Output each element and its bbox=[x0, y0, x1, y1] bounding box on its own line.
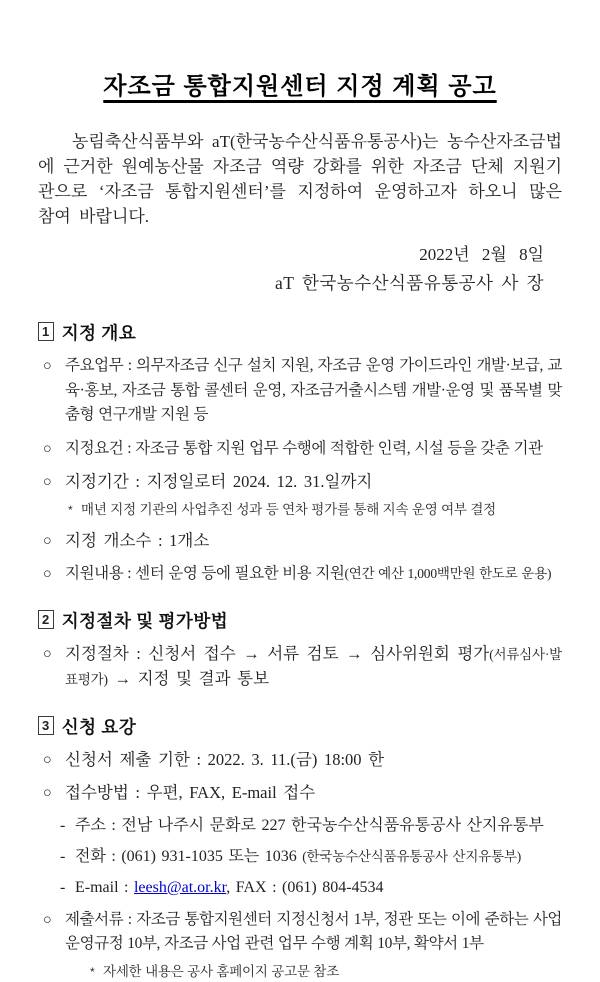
section-title: 지정절차 및 평가방법 bbox=[61, 610, 229, 631]
bullet-text: 지정요건 : 자조금 통합 지원 업무 수행에 적합한 인력, 시설 등을 갖춘 기관 bbox=[65, 439, 543, 457]
dash-item-address bbox=[38, 814, 562, 837]
document-title: 자조금 통합지원센터 지정 계획 공고 bbox=[103, 73, 497, 100]
section-number-box: 1 bbox=[38, 322, 54, 341]
circle-bullet-icon: ○ bbox=[43, 440, 52, 457]
bullet-requirements bbox=[38, 437, 562, 462]
note-text: 자세한 내용은 공사 홈페이지 공고문 참조 bbox=[103, 963, 340, 979]
bullet-text: 신청서 제출 기한 : 2022. 3. 11.(금) 18:00 한 bbox=[65, 749, 385, 769]
bullet-count bbox=[38, 529, 562, 554]
circle-bullet-icon: ○ bbox=[43, 474, 52, 490]
section-heading bbox=[38, 320, 562, 345]
bullet-text: 주요업무 : 의무자조금 신구 설치 지원, 자조금 운영 가이드라인 개발·보급, 교육·홍보, 자조금 통합 콜센터 운영, 자조금거출시스템 개발·운영 및 품목별 맞춤형 연구개발 지원 등 bbox=[65, 357, 562, 423]
section-title: 지정 개요 bbox=[61, 323, 137, 343]
signature-line: aT 한국농수산식품유통공사 사 장 bbox=[274, 273, 544, 293]
note-text: 매년 지정 기관의 사업추진 성과 등 연차 평가를 통해 지속 운영 여부 결정 bbox=[81, 501, 496, 517]
bullet-main-tasks bbox=[38, 354, 562, 428]
note-see-website bbox=[38, 962, 562, 982]
circle-bullet-icon: ○ bbox=[43, 751, 52, 768]
bullet-text bbox=[65, 562, 562, 587]
bullet-procedure bbox=[38, 642, 562, 693]
bullet-period bbox=[38, 470, 562, 495]
dash-text-main: E-mail : bbox=[75, 878, 134, 896]
circle-bullet-icon: ○ bbox=[43, 566, 52, 582]
dash-text-small: (한국농수산식품유통공사 산지유통부) bbox=[302, 848, 521, 864]
bullet-text: 접수방법 : 우편, FAX, E-mail 접수 bbox=[65, 783, 316, 802]
section-number-box: 2 bbox=[38, 610, 54, 629]
section-title: 신청 요강 bbox=[61, 716, 137, 737]
section-heading bbox=[38, 608, 562, 633]
dash-icon: - bbox=[60, 847, 66, 865]
date-signature-block bbox=[38, 242, 562, 299]
bullet-submission-method bbox=[38, 781, 562, 806]
bullet-text bbox=[65, 642, 562, 693]
intro-paragraph: 농림축산식품부와 aT(한국농수산식품유통공사)는 농수산자조금법에 근거한 원예농산물 자조금 역량 강화를 위한 자조금 단체 지원기관으로 ‘자조금 통합지원센터’를 지정하여 운영하고자 하오니 많은 참여 바랍니다. bbox=[38, 132, 562, 226]
circle-bullet-icon: ○ bbox=[43, 911, 52, 928]
bullet-deadline bbox=[38, 748, 562, 773]
asterisk-icon: * bbox=[90, 964, 95, 979]
circle-bullet-icon: ○ bbox=[43, 358, 52, 374]
bullet-text-small: (서류심사·발표평가) bbox=[65, 646, 562, 687]
note-annual-evaluation bbox=[38, 500, 562, 520]
bullet-support bbox=[38, 562, 562, 587]
circle-bullet-icon: ○ bbox=[43, 532, 52, 549]
bullet-text-main: 지원내용 : 센터 운영 등에 필요한 비용 지원 bbox=[65, 565, 345, 582]
circle-bullet-icon: ○ bbox=[43, 645, 52, 662]
dash-text-post: , FAX : (061) 804-4534 bbox=[226, 878, 384, 896]
bullet-text-post: → 지정 및 결과 통보 bbox=[107, 669, 270, 688]
bullet-text: 지정기간 : 지정일로터 2024. 12. 31.일까지 bbox=[65, 472, 373, 491]
asterisk-icon: * bbox=[68, 502, 73, 517]
email-link[interactable]: leesh@at.or.kr bbox=[133, 878, 227, 896]
dash-text-main: 전화 : (061) 931-1035 또는 1036 bbox=[75, 847, 303, 865]
section-number-box: 3 bbox=[38, 716, 54, 735]
circle-bullet-icon: ○ bbox=[43, 785, 52, 801]
section-heading bbox=[38, 714, 562, 739]
bullet-text-small: (연간 예산 1,000백만원 한도로 운용) bbox=[344, 566, 552, 581]
dash-text bbox=[75, 876, 562, 899]
bullet-text: 제출서류 : 자조금 통합지원센터 지정신청서 1부, 정관 또는 이에 준하는 사업운영규정 10부, 자조금 사업 관련 업무 수행 계획 10부, 확약서 1부 bbox=[65, 910, 562, 952]
section-procedure-evaluation bbox=[38, 608, 562, 693]
section-designation-overview bbox=[38, 320, 562, 587]
dash-icon: - bbox=[60, 816, 66, 834]
dash-item-email bbox=[38, 876, 562, 899]
bullet-text-main: 지정절차 : 신청서 접수 → 서류 검토 → 심사위원회 평가 bbox=[65, 643, 490, 663]
bullet-text: 지정 개소수 : 1개소 bbox=[65, 530, 210, 550]
dash-text: 주소 : 전남 나주시 문화로 227 한국농수산식품유통공사 산지유통부 bbox=[75, 816, 544, 834]
dash-icon: - bbox=[60, 878, 66, 896]
announcement-date: 2022년 2월 8일 bbox=[419, 245, 544, 264]
bullet-documents bbox=[38, 908, 562, 957]
